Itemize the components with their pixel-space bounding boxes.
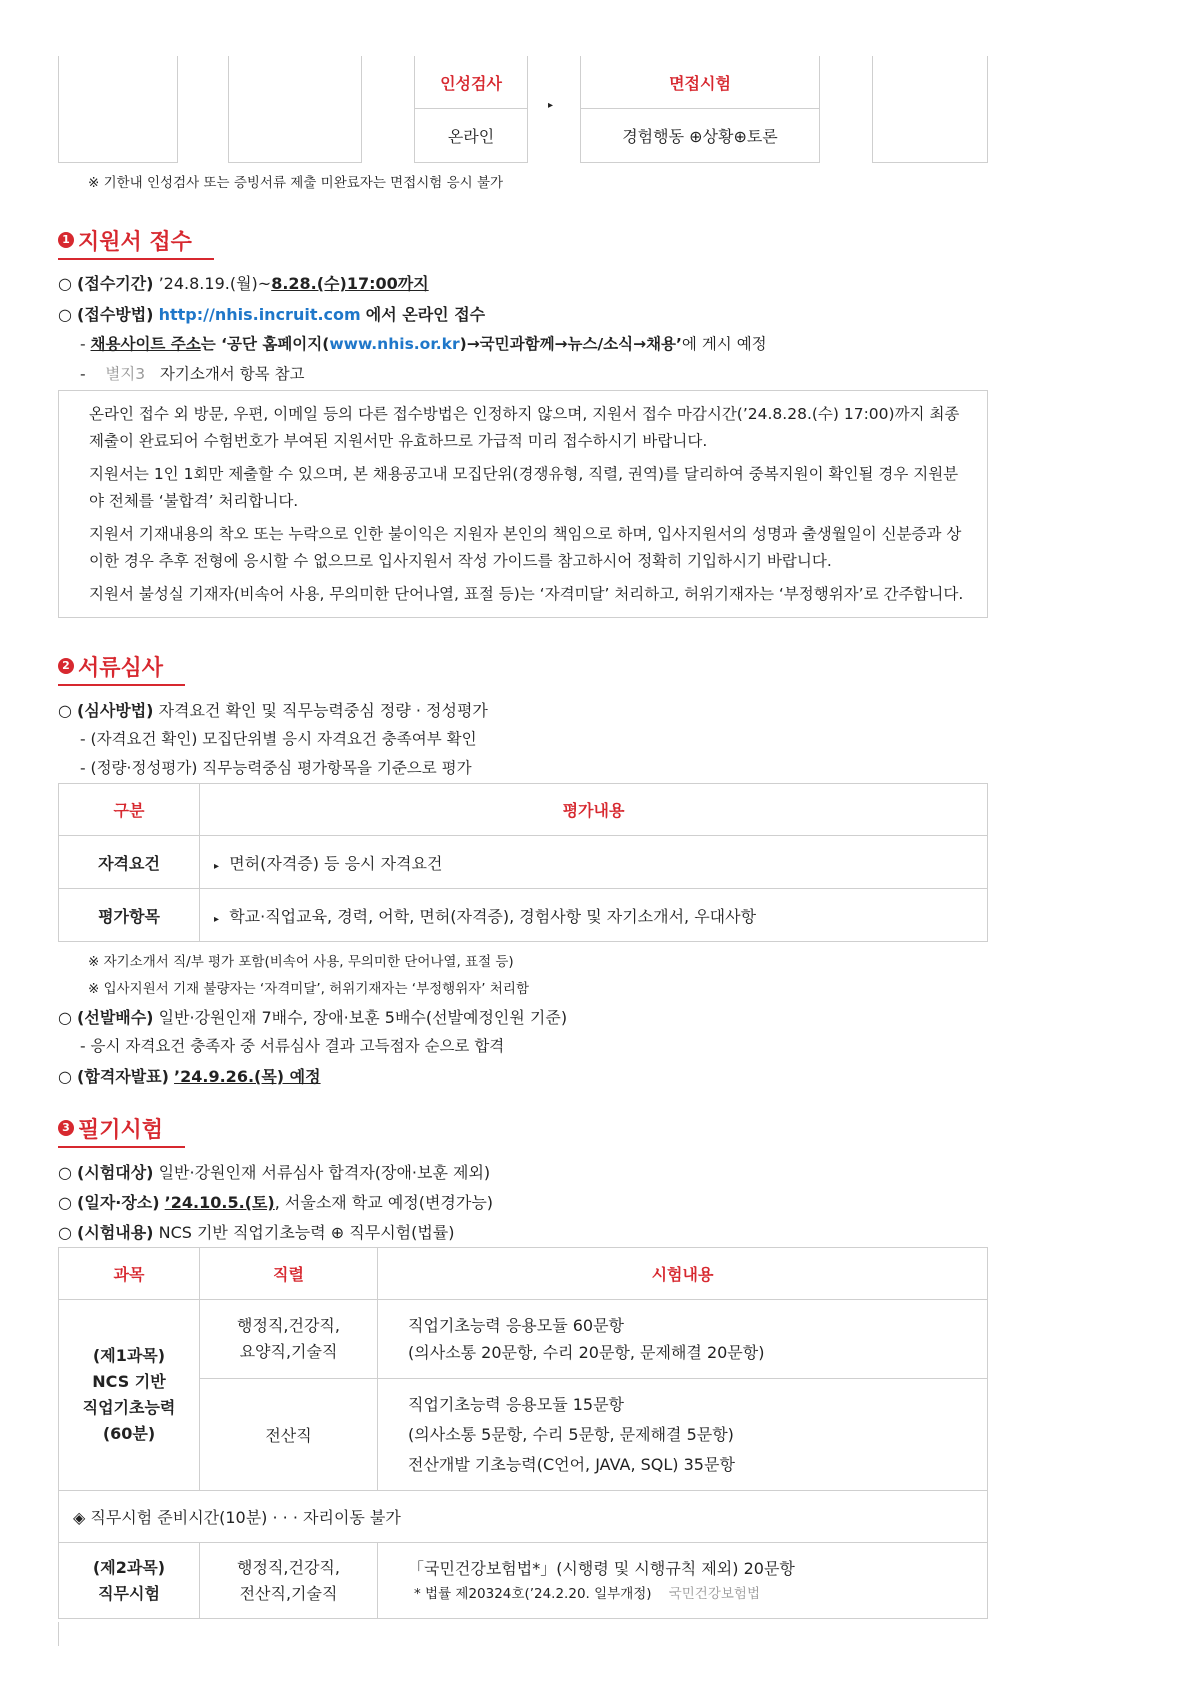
- s3-exam-table: [58, 1247, 988, 1619]
- process-box-personality: [414, 56, 528, 163]
- s1-period-end: 8.28.(수)17:00까지: [271, 274, 429, 293]
- process-box-blank-1: [58, 56, 178, 163]
- s2-row1-content: 면허(자격증) 등 응시 자격요건: [229, 853, 443, 873]
- bullet-icon: ▸: [214, 913, 220, 925]
- s3-content: ○ (시험내용) NCS 기반 직업기초능력 ⊕ 직무시험(법률): [58, 1223, 455, 1242]
- s1-period: ○ (접수기간) ’24.8.19.(월)~8.28.(수)17:00까지: [58, 274, 429, 293]
- s2-row1-label: 자격요건: [59, 836, 200, 889]
- section2-heading: 서류심사: [78, 655, 164, 681]
- section1-heading: 지원서 접수: [78, 229, 192, 255]
- s1-notice-1: 온라인 접수 외 방문, 우편, 이메일 등의 다른 접수방법은 인정하지 않으며, 지원서 접수 마감시간(’24.8.28.(수) 17:00)까지 최종제출이 완료되어 수험번호가 부여된 지원서만 유효하므로 가급적 미리 접수하시기 바랍니다.: [89, 405, 960, 450]
- s3-target-label: (시험대상): [77, 1163, 154, 1182]
- s2-row2-content: 학교·직업교육, 경력, 어학, 면허(자격증), 경험사항 및 자기소개서, 우대사항: [229, 906, 757, 926]
- s2-announce-label: (합격자발표): [77, 1067, 169, 1086]
- s3-th-subject: 과목: [59, 1248, 200, 1300]
- process-box-interview: [580, 56, 820, 163]
- s3-row3-job: 행정직,건강직, 전산직,기술직: [200, 1543, 378, 1619]
- s3-subject1: (제1과목) NCS 기반 직업기초능력 (60분): [59, 1300, 200, 1491]
- s3-date-text: ’24.10.5.(토): [164, 1193, 275, 1212]
- process-box-blank-3: [872, 56, 988, 163]
- s2-announce: ○ (합격자발표) ’24.9.26.(목) 예정: [58, 1067, 321, 1086]
- s1-site-text1: 는 ‘공단 홈페이지(: [200, 335, 330, 353]
- s3-row3-content: [378, 1543, 988, 1619]
- section3-number: 3: [58, 1120, 74, 1136]
- s1-method-url[interactable]: http://nhis.incruit.com: [158, 305, 361, 324]
- section3-title: [58, 1110, 185, 1148]
- section2-title: [58, 648, 185, 686]
- s1-ref-text: 자기소개서 항목 참고: [159, 365, 305, 383]
- s2-note-2: ※ 입사지원서 기재 불량자는 ‘자격미달’, 허위기재자는 ‘부정행위자’ 처리함: [88, 981, 529, 997]
- s3-prep-note: ◈ 직무시험 준비시간(10분) · · · 자리이동 불가: [59, 1491, 988, 1543]
- s3-row3-note: * 법률 제20324호(’24.2.20. 일부개정) 국민건강보험법: [414, 1585, 761, 1602]
- s3-th-job: 직렬: [200, 1248, 378, 1300]
- s3-row1-job: 행정직,건강직, 요양직,기술직: [200, 1300, 378, 1379]
- s3-date-rest: , 서울소재 학교 예정(변경가능): [274, 1193, 494, 1212]
- section2-number: 2: [58, 658, 74, 674]
- s3-content-text: NCS 기반 직업기초능력 ⊕ 직무시험(법률): [158, 1223, 455, 1242]
- s1-site-url[interactable]: www.nhis.or.kr: [329, 335, 460, 353]
- s1-period-text: ’24.8.19.(월)~: [158, 274, 272, 293]
- personality-title: 인성검사: [440, 74, 502, 93]
- s3-date-label: (일자·장소): [77, 1193, 160, 1212]
- section3-heading: 필기시험: [78, 1117, 164, 1143]
- s1-notice-3: 지원서 기재내용의 착오 또는 누락으로 인한 불이익은 지원자 본인의 책임으로 하며, 입사지원서의 성명과 출생월일이 신분증과 상이한 경우 추후 전형에 응시할 수 없으므로 입사지원서 작성 가이드를 참고하시어 정확히 기입하시기 바랍니다.: [89, 525, 962, 570]
- s2-note-1: ※ 자기소개서 직/부 평가 포함(비속어 사용, 무의미한 단어나열, 표절 등): [88, 954, 514, 970]
- s3-content-label: (시험내용): [77, 1223, 154, 1242]
- s3-target: ○ (시험대상) 일반·강원인재 서류심사 합격자(장애·보훈 제외): [58, 1163, 491, 1182]
- s1-site-text2: )→국민과함께→뉴스/소식→채용’: [459, 335, 682, 353]
- s1-notice-2: 지원서는 1인 1회만 제출할 수 있으며, 본 채용공고내 모집단위(경쟁유형, 직렬, 권역)를 달리하여 중복지원이 확인될 경우 지원분야 전체를 ‘불합격’ 처리합니다.: [89, 465, 959, 510]
- bullet-icon: ▸: [214, 860, 220, 872]
- s2-row2-label: 평가항목: [59, 889, 200, 942]
- s3-target-text: 일반·강원인재 서류심사 합격자(장애·보훈 제외): [158, 1163, 491, 1182]
- s3-row3-main: 「국민건강보험법*」(시행령 및 시행규칙 제외) 20문항: [408, 1558, 795, 1578]
- s2-eval-table: [58, 783, 988, 942]
- s2-method-label: (심사방법): [77, 701, 154, 720]
- process-flow: [58, 56, 988, 162]
- s1-method: ○ (접수방법) http://nhis.incruit.com 에서 온라인 접수: [58, 305, 486, 324]
- s1-ref-tag: 별지3: [105, 365, 146, 383]
- personality-sub: 온라인: [447, 127, 495, 146]
- s2-ratio-sub: - 응시 자격요건 충족자 중 서류심사 결과 고득점자 순으로 합격: [80, 1037, 505, 1055]
- s1-notice-4: 지원서 불성실 기재자(비속어 사용, 무의미한 단어나열, 표절 등)는 ‘자격미달’ 처리하고, 허위기재자는 ‘부정행위자’로 간주합니다.: [89, 585, 964, 603]
- s2-sub1: - (자격요건 확인) 모집단위별 응시 자격요건 충족여부 확인: [80, 730, 477, 748]
- s1-site-label: 채용사이트 주소: [90, 335, 201, 353]
- process-note: ※ 기한내 인성검사 또는 증빙서류 제출 미완료자는 면접시험 응시 불가: [88, 175, 504, 191]
- s2-announce-text: ’24.9.26.(목) 예정: [174, 1067, 321, 1086]
- section1-title: [58, 222, 214, 260]
- s2-method: ○ (심사방법) 자격요건 확인 및 직무능력중심 정량 · 정성평가: [58, 701, 488, 720]
- s1-method-label: (접수방법): [77, 305, 154, 324]
- s1-period-label: (접수기간): [77, 274, 154, 293]
- s1-notice-box: [58, 390, 988, 618]
- s1-site-text3: 에 게시 예정: [681, 335, 767, 353]
- s3-row2-job: 전산직: [200, 1379, 378, 1491]
- s3-row2-content: 직업기초능력 응용모듈 15문항 (의사소통 5문항, 수리 5문항, 문제해결 5문항) 전산개발 기초능력(C언어, JAVA, SQL) 35문항: [378, 1379, 988, 1491]
- s2-th-content: 평가내용: [200, 784, 988, 836]
- s3-date: ○ (일자·장소) ’24.10.5.(토), 서울소재 학교 예정(변경가능): [58, 1193, 494, 1212]
- s2-ratio: ○ (선발배수) 일반·강원인재 7배수, 장애·보훈 5배수(선발예정인원 기준): [58, 1008, 568, 1027]
- s2-th-category: 구분: [59, 784, 200, 836]
- s3-th-content: 시험내용: [378, 1248, 988, 1300]
- interview-sub: 경험행동 ⊕상황⊕토론: [622, 127, 778, 146]
- left-margin-line: [58, 1622, 59, 1646]
- s2-sub2: - (정량·정성평가) 직무능력중심 평가항목을 기준으로 평가: [80, 759, 472, 777]
- s1-site: - 채용사이트 주소는 ‘공단 홈페이지(www.nhis.or.kr)→국민과함께→뉴스/소식→채용’에 게시 예정: [80, 335, 767, 353]
- s1-ref: - 별지3 자기소개서 항목 참고: [80, 365, 305, 383]
- process-box-blank-2: [228, 56, 362, 163]
- section1-number: 1: [58, 232, 74, 248]
- s1-method-text: 에서 온라인 접수: [365, 305, 486, 324]
- s2-ratio-label: (선발배수): [77, 1008, 154, 1027]
- arrow-icon: ▸: [548, 100, 554, 111]
- s2-ratio-text: 일반·강원인재 7배수, 장애·보훈 5배수(선발예정인원 기준): [158, 1008, 568, 1027]
- s3-row1-content: 직업기초능력 응용모듈 60문항 (의사소통 20문항, 수리 20문항, 문제해결 20문항): [378, 1300, 988, 1379]
- s3-subject2: (제2과목) 직무시험: [59, 1543, 200, 1619]
- s2-method-text: 자격요건 확인 및 직무능력중심 정량 · 정성평가: [158, 701, 488, 720]
- interview-title: 면접시험: [669, 74, 731, 93]
